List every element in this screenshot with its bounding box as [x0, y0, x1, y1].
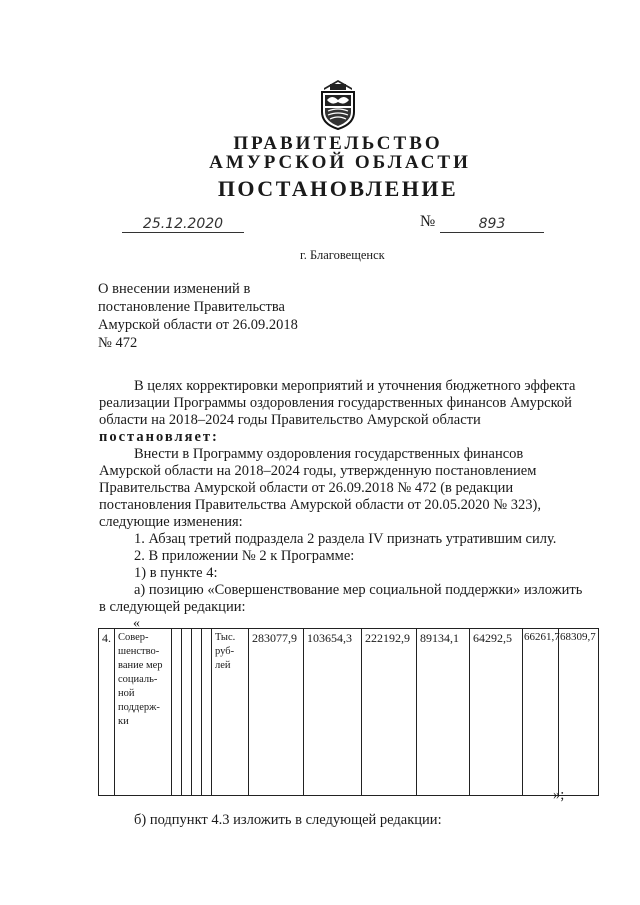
item-2-1-a: а) позицию «Совершенствование мер социальной поддержки» изложить [134, 582, 583, 598]
item-1: 1. Абзац третий подраздела 2 раздела IV признать утратившим силу. [134, 531, 557, 547]
amend-line: постановления Правительства Амурской области от 20.05.2020 № 323), [99, 497, 541, 513]
amendment-table [98, 628, 599, 796]
subject-line: № 472 [98, 335, 138, 351]
table-cell-value: 89134,1 [417, 629, 470, 796]
table-cell-empty [202, 629, 212, 796]
document-city: г. Благовещенск [300, 248, 385, 262]
table-cell-value: 66261,7 [523, 629, 559, 796]
table-cell-unit: Тыс. руб- лей [212, 629, 249, 796]
item-2-1: 1) в пункте 4: [134, 565, 218, 581]
document-type-title: ПОСТАНОВЛЕНИЕ [217, 176, 459, 201]
table-cell-empty [192, 629, 202, 796]
government-title-line2: АМУРСКОЙ ОБЛАСТИ [209, 152, 471, 173]
table-cell-number: 4. [99, 629, 115, 796]
amur-coat-of-arms-icon [318, 80, 358, 130]
table-cell-value: 103654,3 [304, 629, 362, 796]
subject-line: О внесении изменений в [98, 281, 251, 297]
document-number-label: № [420, 213, 436, 230]
table-cell-value: 68309,7 [559, 629, 599, 796]
document-subject [98, 280, 298, 352]
table-cell-value: 283077,9 [249, 629, 304, 796]
government-title-line1: ПРАВИТЕЛЬСТВО [233, 133, 443, 154]
amend-line: Внести в Программу оздоровления государственных финансов [134, 446, 524, 462]
open-quote: « [133, 616, 140, 631]
document-number: 893 [440, 216, 544, 233]
table-cell-name: Совер- шенство- вание мер социаль- ной поддерж- ки [115, 629, 172, 796]
intro-line: области на 2018–2024 годы Правительство Амурской области [99, 412, 481, 428]
item-2-1-b: б) подпункт 4.3 изложить в следующей редакции: [134, 812, 442, 828]
table-cell-empty [182, 629, 192, 796]
table-cell-value: 64292,5 [470, 629, 523, 796]
item-2-1-a-cont: в следующей редакции: [99, 599, 246, 615]
table-cell-value: 222192,9 [362, 629, 417, 796]
close-quote: »; [553, 787, 565, 803]
subject-line: постановление Правительства [98, 299, 285, 315]
document-date: 25.12.2020 [122, 216, 244, 233]
amend-line: следующие изменения: [99, 514, 243, 530]
table-cell-empty [172, 629, 182, 796]
table-row [99, 629, 599, 796]
item-2: 2. В приложении № 2 к Программе: [134, 548, 355, 564]
subject-line: Амурской области от 26.09.2018 [98, 317, 298, 333]
intro-line: В целях корректировки мероприятий и уточнения бюджетного эффекта [134, 378, 576, 394]
decree-word: постановляет: [99, 429, 219, 445]
amend-line: Амурской области на 2018–2024 годы, утвержденную постановлением [99, 463, 537, 479]
amend-line: Правительства Амурской области от 26.09.2018 № 472 (в редакции [99, 480, 514, 496]
intro-line: реализации Программы оздоровления государственных финансов Амурской [99, 395, 572, 411]
